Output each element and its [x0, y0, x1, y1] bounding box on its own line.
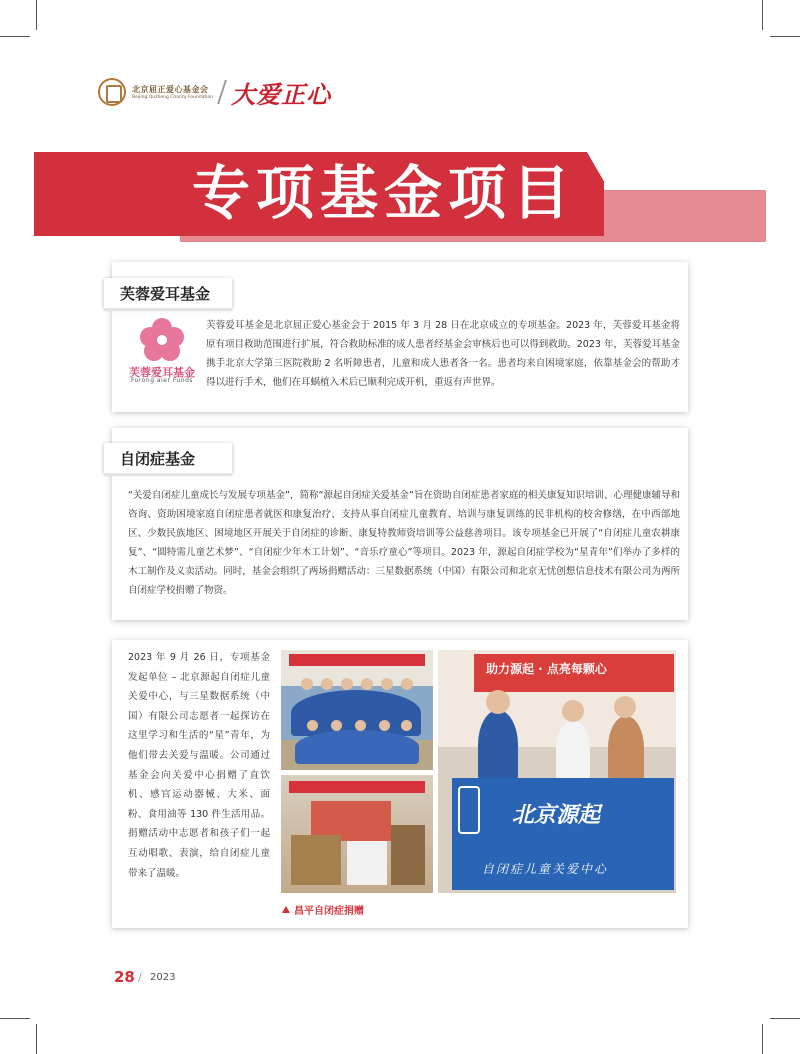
furong-logo	[124, 318, 200, 384]
flag-subtext: 自闭症儿童关爱中心	[482, 862, 609, 876]
flag-banner	[452, 778, 674, 890]
triangle-icon	[282, 906, 290, 913]
furong-tag: 芙蓉爱耳基金	[104, 278, 232, 308]
crop-mark	[36, 1024, 37, 1054]
crop-mark	[770, 1018, 800, 1019]
crop-mark	[762, 0, 763, 30]
brand-slogan: 大爱正心	[231, 79, 332, 109]
furong-logo-cn: 芙蓉爱耳基金	[129, 366, 195, 379]
ceremony-photo	[438, 650, 676, 893]
photo-banner	[474, 654, 674, 692]
footer-slash: /	[138, 971, 142, 984]
crop-mark	[0, 36, 30, 37]
photo-banner	[289, 654, 425, 666]
autism-tag: 自闭症基金	[104, 443, 232, 473]
org-name	[132, 84, 213, 100]
flower-icon	[140, 318, 184, 362]
group-photo	[281, 650, 433, 770]
donation-description: 2023 年 9 月 26 日，专项基金发起单位 – 北京源起自闭症儿童关爱中心，与三星数据系统（中国）有限公司志愿者一起探访在这里学习和生活的“星”青年，为他们带去关爱与温暖。公司通过基金会向关爱中心捐赠了直饮机、感官运动器械、大米、面粉、食用油等 130 件生活用品。捐赠活动中志愿者和孩子们一起互动唱歌、表演，给自闭症儿童带来了温暖。	[128, 652, 270, 879]
org-name-cn: 北京屈正爱心基金会	[132, 85, 209, 94]
flag-text: 北京源起	[512, 802, 601, 828]
furong-logo-en: Furong aier Funds	[130, 377, 194, 384]
org-name-en: Beijing Quzheng Charity Foundation	[132, 95, 214, 100]
autism-description: “关爱自闭症儿童成长与发展专项基金”，简称“源起自闭症关爱基金”旨在资助自闭症患者家庭的相关康复知识培训、心理健康辅导和咨询、资助困境家庭自闭症患者就医和康复治疗、支持从事自闭症儿童教育、培训与康复训练的民非机构的校舍修缮，在中西部地区、少数民族地区、困境地区开展关于自闭症的诊断、康复特教师资培训等公益慈善项目。该专项基金已开展了“自闭症儿童农耕康复”、“圆特需儿童艺术梦”、“自闭症少年木工计划”、“音乐疗童心”等项目。2023 年，源起自闭症学校为“星青年”们举办了多样的木工制作及义卖活动。同时，基金会组织了两场捐赠活动：三星数据系统（中国）有限公司和北京无忧创想信息技术有限公司为两所自闭症学校捐赠了物资。	[128, 490, 680, 596]
crop-mark	[762, 1024, 763, 1054]
foundation-logo-icon	[98, 78, 126, 106]
furong-description: 芙蓉爱耳基金是北京屈正爱心基金会于 2015 年 3 月 28 日在北京成立的专项基金。2023 年，芙蓉爱耳基金将原有项目救助范围进行扩展，符合救助标准的成人患者经基金会审核后也可以得到救助。2023 年，芙蓉爱耳基金携手北京大学第三医院救助 2 名听障患者，儿童和成人患者各一名。患者均来自困境家庭，依靠基金会的帮助才得以进行手术，他们在耳蜗植入术后已顺利完成开机，重返有声世界。	[206, 320, 680, 388]
page-number: 28	[114, 968, 135, 986]
supplies-photo	[281, 775, 433, 893]
page-header	[98, 72, 331, 112]
photo-banner	[289, 781, 425, 793]
page-title: 专项基金项目	[192, 159, 577, 227]
footer-year: 2023	[150, 972, 176, 983]
flag-seal	[458, 786, 480, 834]
photo-caption-text: 昌平自闭症捐赠	[294, 906, 364, 917]
photo-caption	[282, 902, 364, 917]
divider	[217, 80, 227, 104]
photo-banner-text: 助力源起 · 点亮每颗心	[486, 662, 607, 676]
crop-mark	[0, 1018, 30, 1019]
crop-mark	[36, 0, 37, 30]
crop-mark	[770, 36, 800, 37]
